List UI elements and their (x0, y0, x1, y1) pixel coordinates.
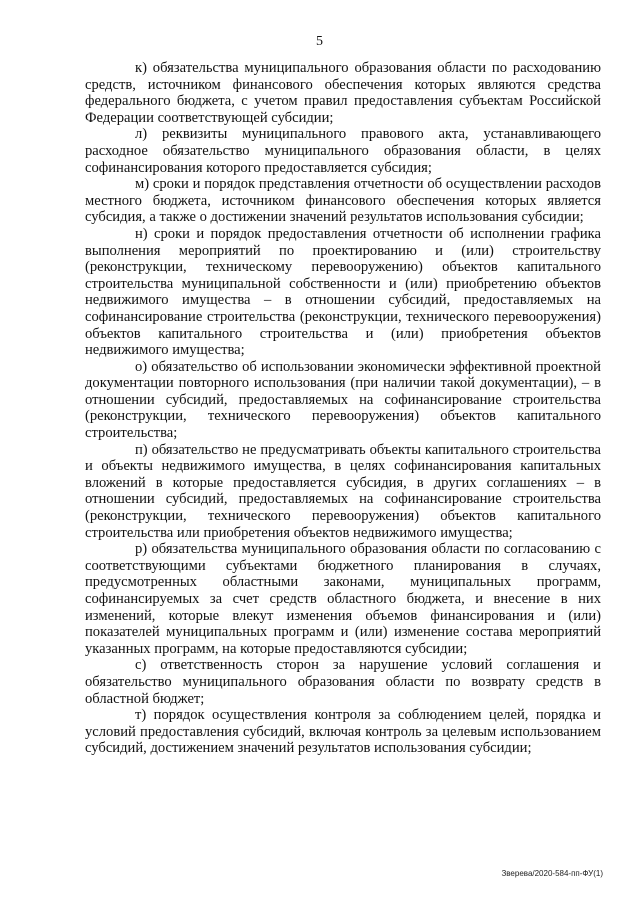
paragraph-r: р) обязательства муниципального образования области по согласованию с соответствующими субъектами бюджетного планирования в случаях, предусмотренных областными законами, муниципальных программ, софинансируемых за счет средств областного бюджета, и внесение в них изменений, которые влекут изменения объемов финансирования и (или) показателей муниципальных программ и (или) изменение состава мероприятий указанных программ, на которые предоставляются субсидии; (85, 541, 601, 657)
paragraph-m: м) сроки и порядок представления отчетности об осуществлении расходов местного бюджета, источником финансового обеспечения которых является субсидия, а также о достижении значений результатов использования субсидии; (85, 176, 601, 226)
paragraph-o: о) обязательство об использовании экономически эффективной проектной документации повторного использования (при наличии такой документации), – в отношении субсидий, предоставляемых на софинансирование строительства (реконструкции, технического перевооружения) объектов капитального строительства; (85, 358, 601, 442)
document-footer-code: Зверева/2020-584-пп-ФУ(1) (501, 869, 603, 878)
paragraph-l: л) реквизиты муниципального правового акта, устанавливающего расходное обязательство муниципального образования области, в целях софинансирования которого предоставляется субсидия; (85, 126, 601, 176)
paragraph-s: с) ответственность сторон за нарушение условий соглашения и обязательство муниципального образования области по возврату средств в областной бюджет; (85, 657, 601, 707)
page-number: 5 (316, 34, 323, 49)
paragraph-n: н) сроки и порядок предоставления отчетности об исполнении графика выполнения мероприятий по проектированию и (или) строительству (реконструкции, техническому перевооружению) объектов капитального строительства муниципальной собственности и (или) приобретению объектов недвижимого имущества – в отношении субсидий, предоставляемых на софинансирование строительства (реконструкции, технического перевооружения) объектов капитального строительства и (или) приобретения объектов недвижимого имущества; (85, 225, 601, 359)
paragraph-t: т) порядок осуществления контроля за соблюдением целей, порядка и условий предоставления субсидий, включая контроль за целевым использованием субсидий, достижением значений результатов использования субсидии; (85, 707, 601, 757)
paragraph-p: п) обязательство не предусматривать объекты капитального строительства и объекты недвижимого имущества, в целях софинансирования капитальных вложений в которые предоставляется субсидия, в других соглашениях – в отношении субсидий, предоставляемых на софинансирование строительства (реконструкции, технического перевооружения) объектов капитального строительства или приобретения объектов недвижимого имущества; (85, 441, 601, 541)
paragraph-k: к) обязательства муниципального образования области по расходованию средств, источником финансового обеспечения которых являются средства федерального бюджета, с учетом правил предоставления субъектам Российской Федерации соответствующей субсидии; (85, 60, 601, 126)
document-body (85, 60, 601, 757)
